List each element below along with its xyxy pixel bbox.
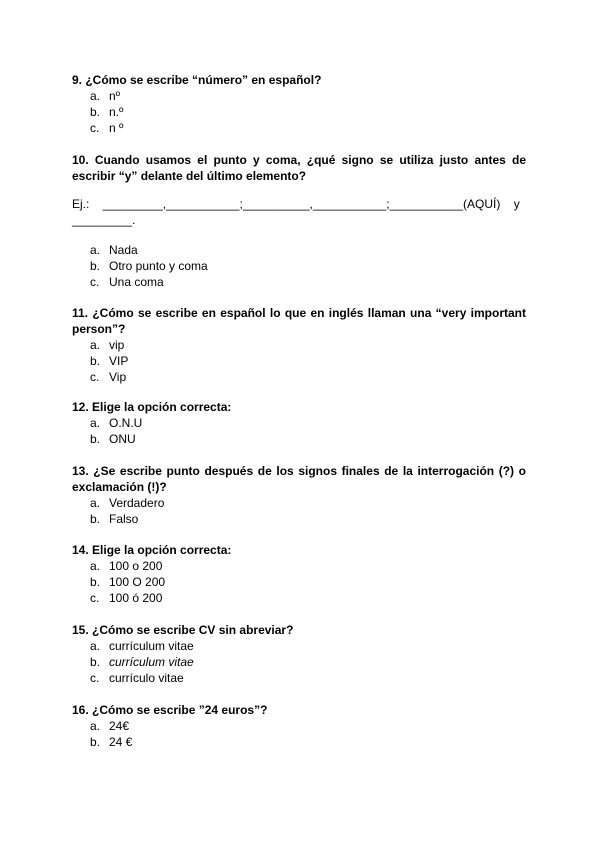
- example-line-1: Ej.: _________,___________;__________,___________;___________(AQUÍ) y: [72, 197, 520, 211]
- option-b: b. Otro punto y coma: [90, 259, 208, 273]
- options-list: [72, 558, 526, 606]
- option-b: b. currículum vitae: [90, 655, 194, 669]
- options-list: [72, 495, 526, 527]
- question-title: 15. ¿Cómo se escribe CV sin abreviar?: [72, 623, 294, 637]
- option-a: a. 100 o 200: [90, 559, 163, 573]
- option-a: a. vip: [90, 338, 125, 352]
- question-9: [72, 72, 526, 136]
- option-b: b. 24 €: [90, 735, 133, 749]
- option-a: a. Verdadero: [90, 496, 165, 510]
- question-10: [72, 152, 526, 290]
- options-list: [72, 718, 526, 750]
- question-11: [72, 305, 526, 385]
- option-b: b. Falso: [90, 512, 139, 526]
- options-list: [72, 415, 526, 447]
- option-b: b. ONU: [90, 432, 136, 446]
- option-c: c. Vip: [90, 370, 127, 384]
- question-13: [72, 463, 526, 527]
- example-sentence: [72, 196, 526, 228]
- option-a: a. nº: [90, 89, 121, 103]
- question-title: 12. Elige la opción correcta:: [72, 400, 232, 414]
- example-line-2: _________.: [72, 213, 136, 227]
- option-b: b. VIP: [90, 354, 129, 368]
- question-12: [72, 399, 526, 447]
- question-15: [72, 622, 526, 686]
- question-title: 16. ¿Cómo se escribe ”24 euros”?: [72, 703, 268, 717]
- question-title: 14. Elige la opción correcta:: [72, 543, 232, 557]
- option-a: a. Nada: [90, 243, 138, 257]
- option-c: c. currículo vitae: [90, 671, 184, 685]
- options-list: [72, 88, 526, 136]
- option-a: a. O.N.U: [90, 416, 143, 430]
- option-a: a. currículum vitae: [90, 639, 194, 653]
- option-c: c. Una coma: [90, 275, 164, 289]
- options-list: [72, 337, 526, 385]
- question-title: 10. Cuando usamos el punto y coma, ¿qué signo se utiliza justo antes de escribir “y” delante del último elemento?: [72, 153, 526, 183]
- option-c: c. 100 ó 200: [90, 591, 163, 605]
- quiz-page: [72, 72, 526, 750]
- option-a: a. 24€: [90, 719, 130, 733]
- question-16: [72, 702, 526, 750]
- option-b: b. n.º: [90, 105, 124, 119]
- options-list: [72, 242, 526, 290]
- question-title: 11. ¿Cómo se escribe en español lo que en inglés llaman una “very important person”?: [72, 306, 526, 336]
- options-list: [72, 638, 526, 686]
- question-title: 9. ¿Cómo se escribe “número” en español?: [72, 73, 322, 87]
- option-c: c. n º: [90, 121, 124, 135]
- question-14: [72, 542, 526, 606]
- question-title: 13. ¿Se escribe punto después de los signos finales de la interrogación (?) o exclamación (!)?: [72, 464, 526, 494]
- option-b: b. 100 O 200: [90, 575, 166, 589]
